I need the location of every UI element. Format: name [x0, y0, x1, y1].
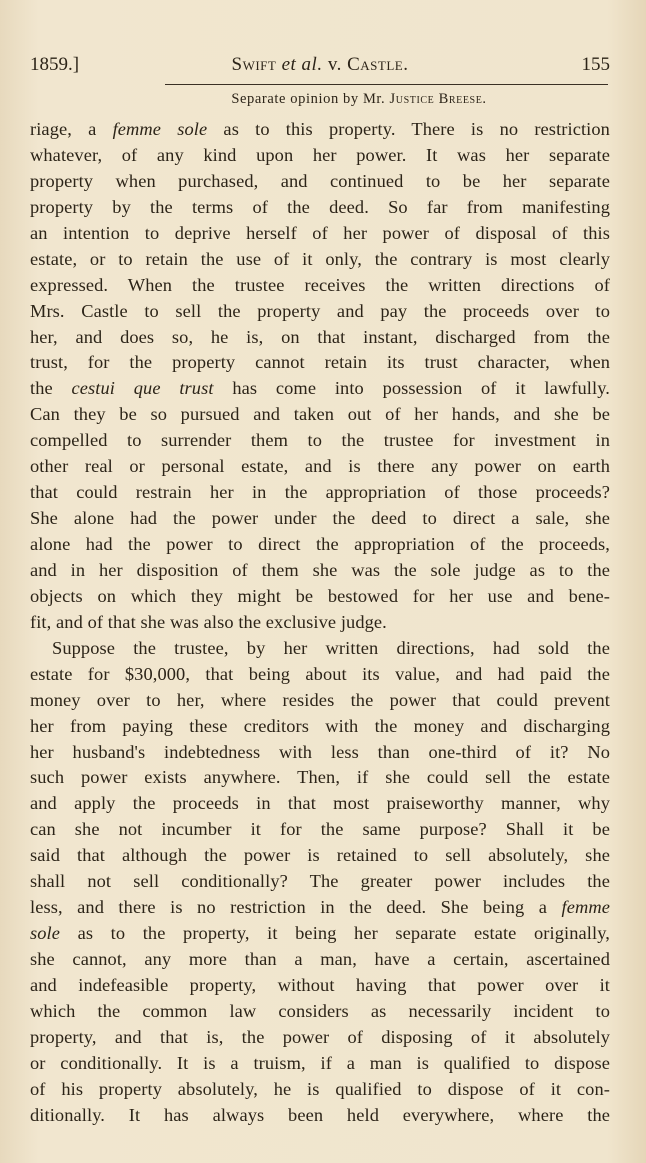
text-line: that could restrain her in the appropriation of those proceeds? — [30, 482, 610, 503]
text-line: said that although the power is retained to sell absolutely, she — [30, 845, 610, 866]
text-line: her husband's indebtedness with less than one-third of it? No — [30, 741, 610, 762]
text-line: Mrs. Castle to sell the property and pay the proceeds over to — [30, 300, 610, 321]
text-line: property, and that is, the power of disposing of it absolutely — [30, 1026, 610, 1047]
text-line: shall not sell conditionally? The greater power includes the — [30, 871, 610, 892]
body-text — [30, 117, 610, 1129]
text-line: money over to her, where resides the power that could prevent — [30, 689, 610, 710]
text-line: the cestui que trust has come into possession of it lawfully. — [30, 378, 610, 399]
text-line: and in her disposition of them she was the sole judge as to the — [30, 559, 610, 580]
case-title: Swift et al. v. Castle. — [231, 54, 409, 75]
running-head-year: 1859.] — [30, 54, 80, 75]
header-rule — [165, 84, 608, 85]
text-line: sole as to the property, it being her separate estate originally, — [30, 923, 610, 944]
text-line: whatever, of any kind upon her power. It was her separate — [30, 144, 610, 165]
text-line: or conditionally. It is a truism, if a man is qualified to dispose — [30, 1052, 610, 1073]
text-line: and apply the proceeds in that most praiseworthy manner, why — [30, 793, 610, 814]
text-line: riage, a femme sole as to this property. There is no restriction — [30, 119, 610, 139]
text-line: compelled to surrender them to the trustee for investment in — [30, 430, 610, 451]
text-line: she cannot, any more than a man, have a certain, ascertained — [30, 949, 610, 969]
text-line: and indefeasible property, without having that power over it — [30, 974, 610, 995]
text-line: which the common law considers as necessarily incident to — [30, 1000, 610, 1021]
opinion-heading: Separate opinion by Mr. Justice Breese. — [231, 91, 487, 107]
text-line: her, and does so, he is, on that instant, discharged from the — [30, 326, 610, 347]
text-line: property when purchased, and continued to be her separate — [30, 170, 610, 191]
text-line: expressed. When the trustee receives the written directions of — [30, 274, 610, 295]
running-head — [30, 50, 610, 80]
text-line: of his property absolutely, he is qualified to dispose of it con- — [30, 1078, 610, 1099]
page-number: 155 — [581, 54, 610, 75]
text-line: ditionally. It has always been held everywhere, where the — [30, 1104, 610, 1125]
text-line: Can they be so pursued and taken out of her hands, and she be — [30, 404, 610, 425]
text-line: She alone had the power under the deed to direct a sale, she — [30, 508, 610, 529]
text-line: trust, for the property cannot retain its trust character, when — [30, 352, 610, 373]
text-line: less, and there is no restriction in the deed. She being a femme — [30, 897, 610, 918]
text-line: Suppose the trustee, by her written directions, had sold the — [52, 637, 610, 658]
text-line: estate, or to retain the use of it only, the contrary is most clearly — [30, 248, 610, 269]
text-line: property by the terms of the deed. So far from manifesting — [30, 196, 610, 217]
text-line: an intention to deprive herself of her power of disposal of this — [30, 222, 610, 243]
text-line: can she not incumber it for the same purpose? Shall it be — [30, 819, 610, 840]
text-line: objects on which they might be bestowed for her use and bene- — [30, 585, 610, 606]
text-line: estate for $30,000, that being about its value, and had paid the — [30, 663, 610, 684]
text-line: such power exists anywhere. Then, if she could sell the estate — [30, 767, 610, 788]
text-line: her from paying these creditors with the money and discharging — [30, 715, 610, 736]
text-line: fit, and of that she was also the exclusive judge. — [30, 611, 387, 632]
text-line: alone had the power to direct the appropriation of the proceeds, — [30, 534, 610, 554]
text-line: other real or personal estate, and is there any power on earth — [30, 456, 610, 477]
